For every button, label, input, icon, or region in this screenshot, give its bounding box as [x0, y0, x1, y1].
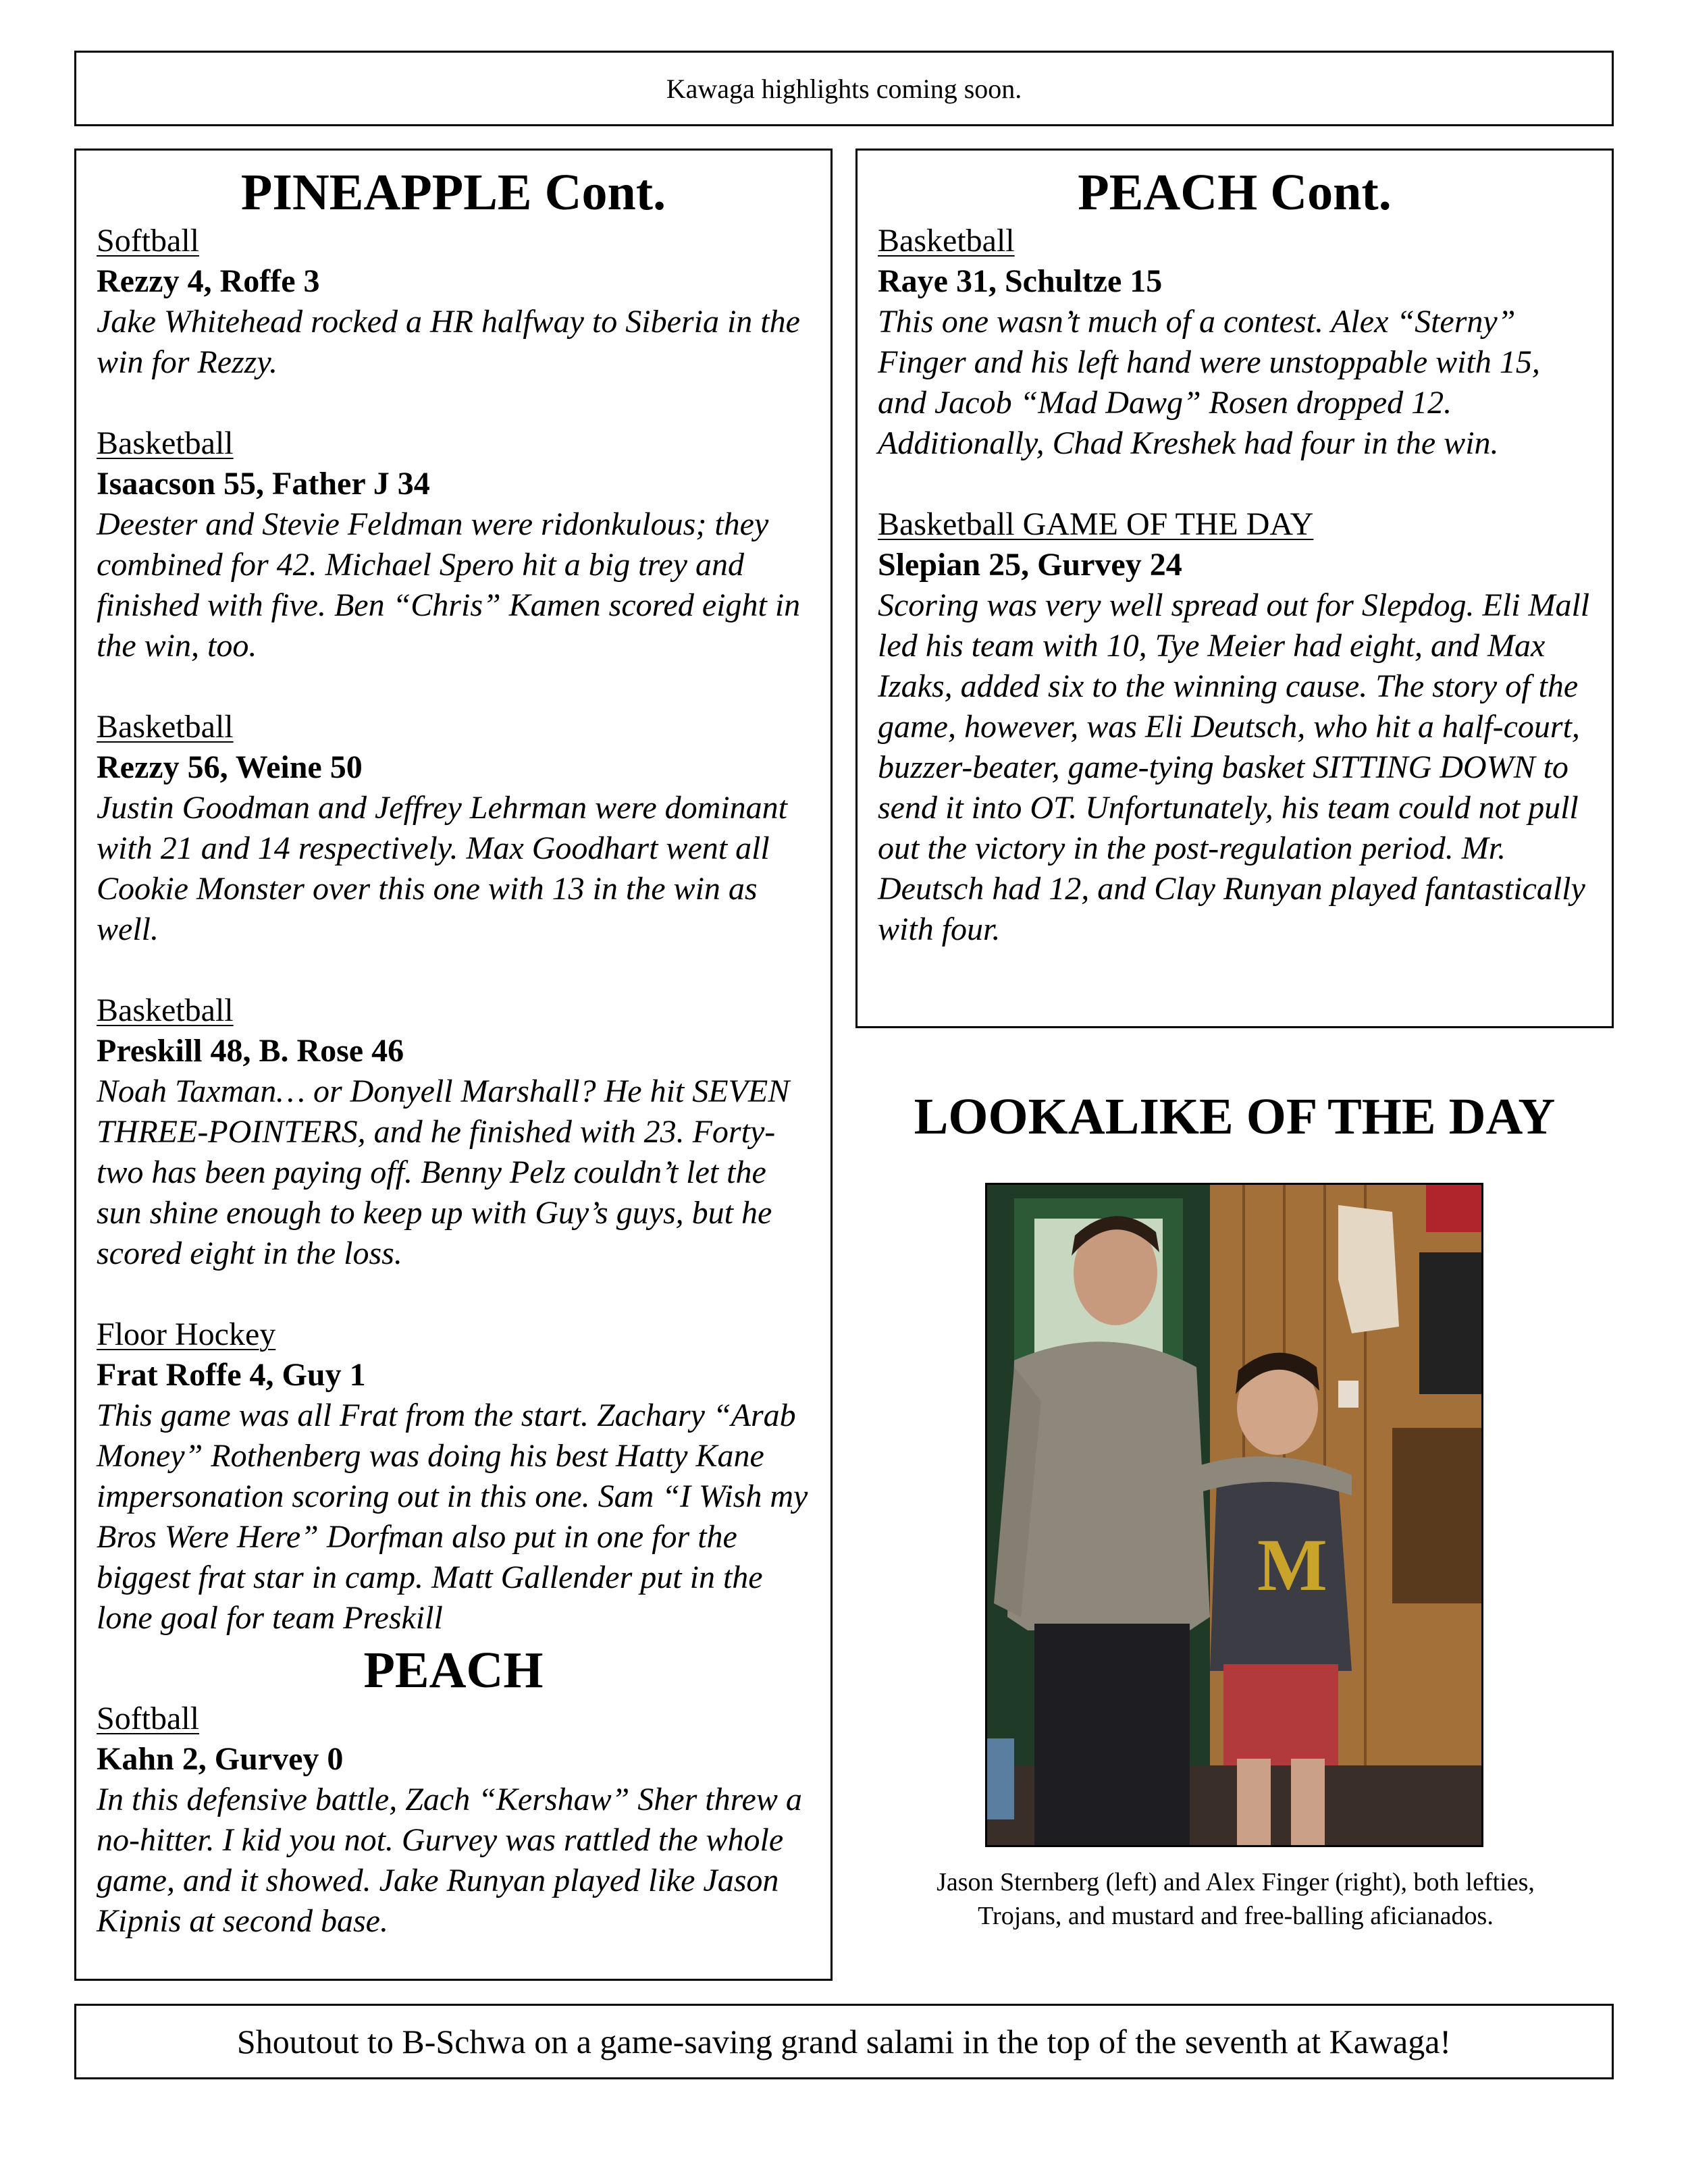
game-entry	[878, 221, 1591, 464]
game-entry	[97, 707, 810, 950]
game-sport: Basketball GAME OF THE DAY	[878, 506, 1314, 542]
pineapple-title: PINEAPPLE Cont.	[240, 164, 666, 221]
game-sport: Softball	[97, 223, 199, 259]
game-entry	[97, 1314, 810, 1639]
game-description: Deester and Stevie Feldman were ridonkulous; they combined for 42. Michael Spero hit a big trey and finished with five. Ben “Chris” Kamen scored eight in the win, too.	[97, 506, 801, 664]
lookalike-photo	[985, 1183, 1483, 1847]
game-entry	[97, 221, 810, 383]
game-score: Preskill 48, B. Rose 46	[97, 1033, 404, 1069]
game-sport: Softball	[97, 1701, 199, 1736]
game-description: This game was all Frat from the start. Zachary “Arab Money” Rothenberg was doing his best Hatty Kane impersonation scoring out in this one. Sam “I Wish my Bros Were Here” Dorfman also put in one for the biggest frat star in camp. Matt Gallender put in the lone goal for team Preskill	[97, 1397, 808, 1636]
bottom-banner-text: Shoutout to B-Schwa on a game-saving grand salami in the top of the seventh at Kawaga!	[236, 2023, 1452, 2060]
game-entry	[97, 423, 810, 666]
game-description: Noah Taxman… or Donyell Marshall? He hit SEVEN THREE-POINTERS, and he finished with 23. Forty-two has been paying off. Benny Pelz couldn’t let the sun shine enough to keep up with Guy’s guys, but he scored eight in the loss.	[97, 1073, 790, 1271]
game-description: Justin Goodman and Jeffrey Lehrman were dominant with 21 and 14 respectively. Max Goodhart went all Cookie Monster over this one with 13 in the win as well.	[97, 790, 787, 947]
game-description: Jake Whitehead rocked a HR halfway to Siberia in the win for Rezzy.	[97, 304, 800, 380]
game-sport: Basketball	[97, 709, 234, 745]
game-sport: Basketball	[97, 992, 234, 1028]
game-score: Raye 31, Schultze 15	[878, 263, 1163, 299]
game-description: Scoring was very well spread out for Slepdog. Eli Mall led his team with 10, Tye Meier had eight, and Max Izaks, added six to the winning cause. The story of the game, however, was Eli Deutsch, who hit a half-court, buzzer-beater, game-tying basket SITTING DOWN to send it into OT. Unfortunately, his team could not pull out the victory in the post-regulation period. Mr. Deutsch had 12, and Clay Runyan played fantastically with four.	[878, 587, 1590, 947]
game-sport: Basketball	[97, 425, 234, 461]
game-score: Kahn 2, Gurvey 0	[97, 1741, 344, 1777]
photo-caption: Jason Sternberg (left) and Alex Finger (right), both lefties, Trojans, and mustard and free-balling aficianados.	[937, 1868, 1535, 1930]
top-banner	[74, 51, 1614, 126]
game-score: Isaacson 55, Father J 34	[97, 466, 430, 502]
game-entry	[97, 1699, 810, 1942]
game-score: Rezzy 56, Weine 50	[97, 749, 363, 785]
pineapple-column	[74, 149, 833, 1981]
game-description: In this defensive battle, Zach “Kershaw” Sher threw a no-hitter. I kid you not. Gurvey was rattled the whole game, and it showed. Jake Runyan played like Jason Kipnis at second base.	[97, 1782, 802, 1939]
game-entry	[97, 990, 810, 1274]
bottom-banner	[74, 2004, 1614, 2079]
game-score: Rezzy 4, Roffe 3	[97, 263, 320, 299]
peach-cont-title: PEACH Cont.	[1078, 164, 1392, 221]
top-banner-text: Kawaga highlights coming soon.	[666, 73, 1022, 104]
game-description: This one wasn’t much of a contest. Alex “Sterny” Finger and his left hand were unstoppable with 15, and Jacob “Mad Dawg” Rosen dropped 12. Additionally, Chad Kreshek had four in the win.	[878, 304, 1540, 461]
shirt-m-icon: M	[1257, 1524, 1327, 1606]
peach-column	[855, 149, 1614, 1028]
game-score: Frat Roffe 4, Guy 1	[97, 1357, 366, 1393]
game-entry	[878, 504, 1591, 950]
game-score: Slepian 25, Gurvey 24	[878, 547, 1182, 583]
peach-title: PEACH	[363, 1642, 544, 1699]
lookalike-title: LOOKALIKE OF THE DAY	[914, 1088, 1556, 1145]
game-sport: Floor Hockey	[97, 1316, 276, 1352]
game-sport: Basketball	[878, 223, 1015, 259]
